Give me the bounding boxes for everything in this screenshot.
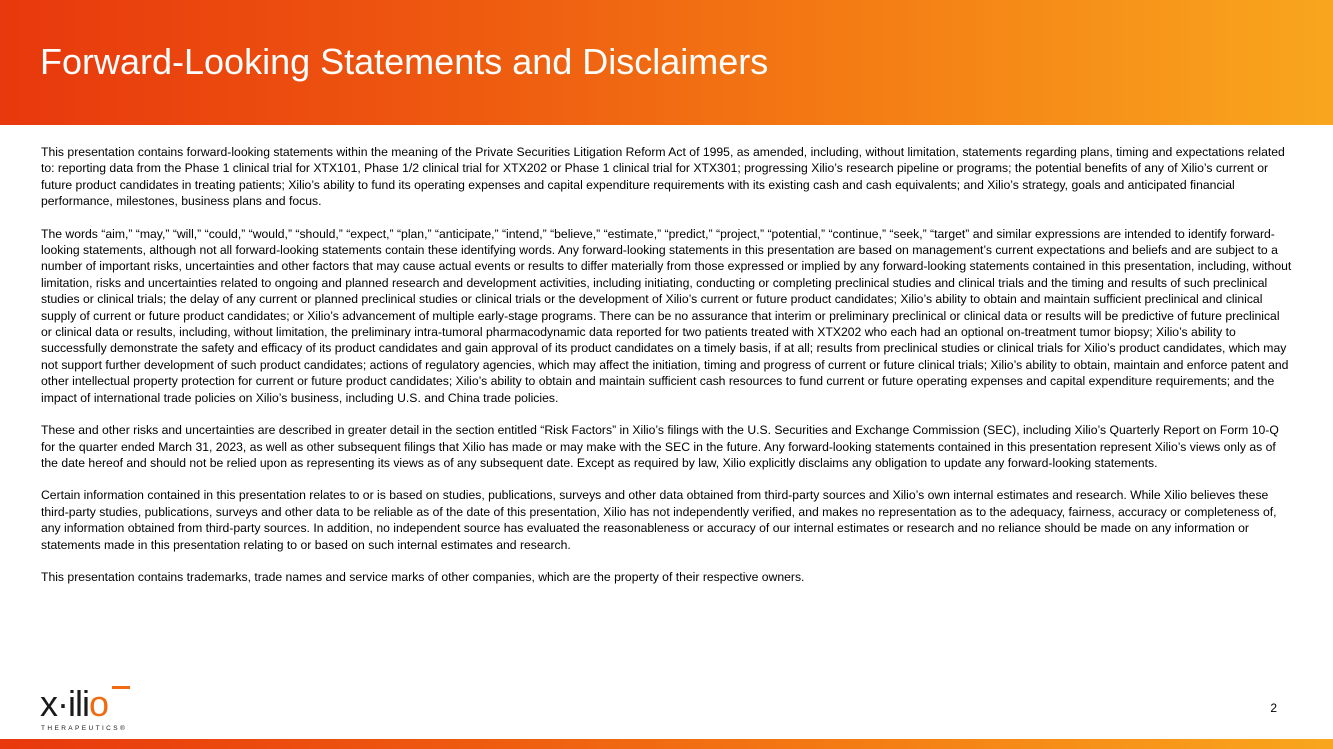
footer-accent-bar — [0, 739, 1333, 749]
paragraph-third-party-data: Certain information contained in this presentation relates to or is based on studies, publications, surveys and other data obtained from third-party sources and Xilio’s own internal estimates and research. While Xilio believes these third-party studies, publications, surveys and other data to be reliable as of the date of this presentation, Xilio has not independently verified, and makes no representation as to the adequacy, fairness, accuracy or completeness of, any information obtained from third-party sources. In addition, no independent source has evaluated the reasonableness or accuracy of our internal estimates or research and no reliance should be made on any information or statements made in this presentation relating to or based on such internal estimates and research. — [41, 488, 1277, 552]
page-title: Forward-Looking Statements and Disclaimers — [40, 41, 769, 82]
header-banner — [0, 0, 1333, 125]
logo-accent-bar — [112, 686, 130, 689]
paragraph-risk-factors: These and other risks and uncertainties are described in greater detail in the section entitled “Risk Factors” in Xilio’s filings with the U.S. Securities and Exchange Commission (SEC), including Xilio’s Quarterly Report on Form 10-Q for the quarter ended March 31, 2023, as well as other subsequent filings that Xilio has made or may make with the SEC in the future. Any forward-looking statements contained in this presentation represent Xilio’s views only as of the date hereof and should not be relied upon as representing its views as of any subsequent date. Except as required by law, Xilio explicitly disclaims any obligation to update any forward-looking statements. — [41, 423, 1279, 470]
page-number: 2 — [1270, 701, 1277, 715]
paragraph-trademarks: This presentation contains trademarks, trade names and service marks of other companies, which are the property of their respective owners. — [41, 569, 805, 584]
paragraph-identifying-words: The words “aim,” “may,” “will,” “could,” “would,” “should,” “expect,” “plan,” “anticipate,” “intend,” “believe,” “estimate,” “predict,” “project,” “potential,” “continue,” “seek,” “target” and similar expressions are intended to identify forward-looking statements, although not all forward-looking statements contain these identifying words. Any forward-looking statements in this presentation are based on management’s current expectations and beliefs and are subject to a number of important risks, uncertainties and other factors that may cause actual events or results to differ materially from those expressed or implied by any forward-looking statements contained in this presentation, including, without limitation, risks and uncertainties related to ongoing and planned research and development activities, including initiating, conducting or completing preclinical studies and clinical trials and the timing and results of such preclinical studies or clinical trials; the delay of any current or planned preclinical studies or clinical trials or the development of Xilio’s current or future product candidates; Xilio’s ability to obtain and maintain sufficient preclinical and clinical supply of current or future product candidates; or Xilio’s advancement of multiple early-stage programs. There can be no assurance that interim or preliminary preclinical or clinical data or results will be predictive of future preclinical or clinical data or results, including, without limitation, the preliminary intra-tumoral pharmacodynamic data reported for two patients treated with XTX202 who each had an optional on-treatment tumor biopsy; Xilio’s ability to successfully demonstrate the safety and efficacy of its product candidates and gain approval of its product candidates on a timely basis, if at all; results from preclinical studies or clinical trials for Xilio’s product candidates, which may not support further development of such product candidates; actions of regulatory agencies, which may affect the initiation, timing and progress of current or future clinical trials; Xilio’s ability to obtain, maintain and enforce patent and other intellectual property protection for current or future product candidates; Xilio’s ability to obtain and maintain sufficient cash resources to fund current or future operating expenses and capital expenditure requirements; and the impact of international trade policies on Xilio’s business, including U.S. and China trade policies. — [41, 226, 1292, 405]
logo-subtitle: THERAPEUTICS® — [41, 725, 128, 732]
paragraph-forward-looking-intro: This presentation contains forward-looking statements within the meaning of the Private Securities Litigation Reform Act of 1995, as amended, including, without limitation, statements regarding plans, timing and expectations related to: reporting data from the Phase 1 clinical trial for XTX101, Phase 1/2 clinical trial for XTX202 or Phase 1 clinical trial for XTX301; progressing Xilio’s research pipeline or programs; the potential benefits of any of Xilio’s current or future product candidates in treating patients; Xilio’s ability to fund its operating expenses and capital expenditure requirements with its existing cash and cash equivalents; and Xilio’s strategy, goals and anticipated financial performance, milestones, business plans and focus. — [41, 145, 1285, 209]
logo-wordmark — [40, 684, 108, 724]
disclaimer-body — [41, 144, 1293, 601]
xilio-logo — [40, 684, 140, 736]
logo-accent-letter: o — [88, 683, 109, 724]
logo-main-text: x·ili — [40, 683, 89, 724]
